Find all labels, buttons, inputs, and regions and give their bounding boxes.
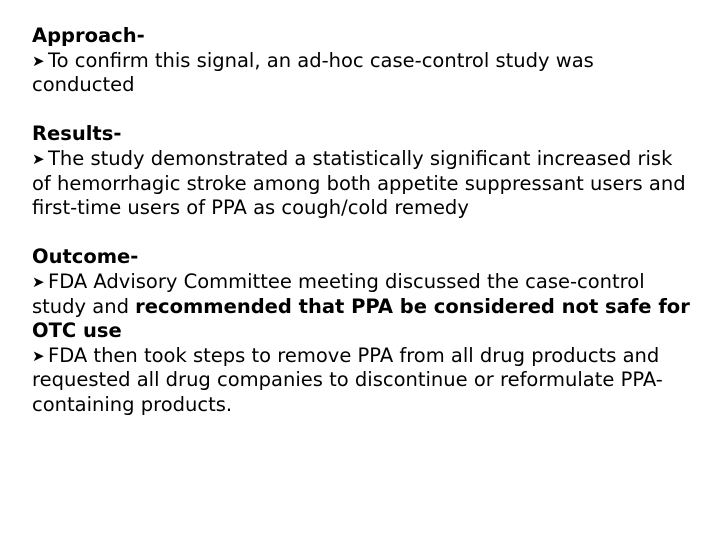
outcome-bullet-committee (32, 270, 692, 344)
spacer (32, 221, 692, 246)
outcome-heading: Outcome- (32, 245, 139, 269)
outcome-bullet-removal-text: FDA then took steps to remove PPA from all drug products and requested all drug companies to discontinue or reformulate PPA-containing products. (32, 343, 663, 416)
results-bullet (32, 147, 692, 221)
arrow-right-bullet-icon: ➤ (32, 149, 45, 168)
outcome-bullet-removal (32, 344, 692, 418)
arrow-right-bullet-icon: ➤ (32, 51, 45, 70)
approach-bullet-text: To confirm this signal, an ad-hoc case-control study was conducted (32, 48, 594, 97)
approach-heading: Approach- (32, 24, 145, 47)
outcome-recommendation-bold: recommended that PPA be considered not safe for OTC use (32, 294, 690, 343)
slide-content (32, 24, 692, 418)
outcome-bullet-committee-text: FDA Advisory Committee meeting discussed the case-control study and (32, 269, 645, 318)
approach-bullet (32, 49, 692, 98)
results-bullet-text: The study demonstrated a statistically significant increased risk of hemorrhagic stroke among both appetite suppressant users and first-time users of PPA as cough/cold remedy (32, 146, 686, 220)
results-heading: Results- (32, 122, 122, 146)
arrow-right-bullet-icon: ➤ (32, 346, 45, 365)
arrow-right-bullet-icon: ➤ (32, 272, 45, 291)
spacer (32, 98, 692, 123)
